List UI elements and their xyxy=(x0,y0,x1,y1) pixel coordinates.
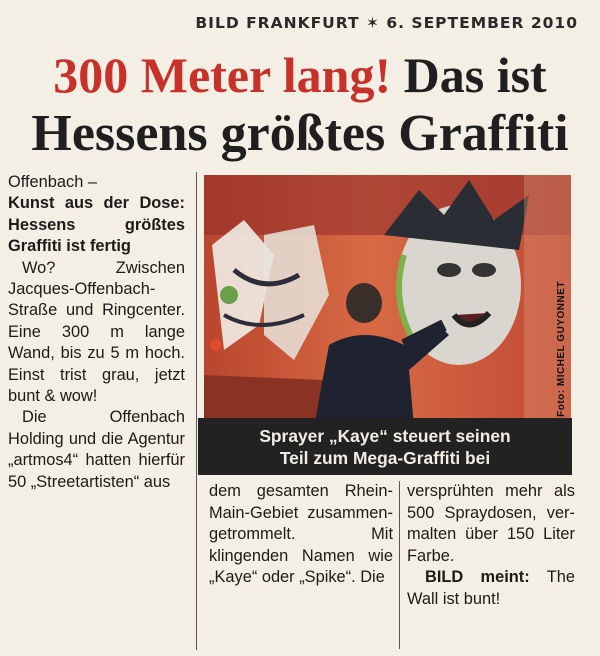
article-lead: Kunst aus der Dose: Hessens größtes Graffiti ist fertig xyxy=(8,194,185,256)
article-paragraph-2: Die Offenbach Holding und die Agentur „artmos4“ hatten hierfür 50 „Streetartisten“ aus xyxy=(8,408,185,491)
headline-line-1 xyxy=(0,47,600,103)
column-divider-2 xyxy=(399,481,400,649)
column-2-text: dem gesamten Rhein-Main-Gebiet zusammengetrommelt. Mit klingenden Namen wie „Kaye“ oder „Spike“. Die xyxy=(209,482,393,586)
article-paragraph-1: Wo? Zwischen Jacques-Offenbach-Straße und Ringcenter. Eine 300 m lange Wand, bis zu 5 m hoch. Einst trist grau, jetzt bunt & wow! xyxy=(8,258,185,406)
headline-dark-part: Das ist xyxy=(403,47,547,103)
dateline: BILD FRANKFURT ✶ 6. SEPTEMBER 2010 xyxy=(195,14,578,32)
bild-comment xyxy=(407,567,575,610)
photo-credit: Foto: MICHEL GUYONNET xyxy=(556,281,567,417)
bild-comment-label: BILD meint: xyxy=(425,568,530,586)
photo-caption xyxy=(198,418,572,475)
graffiti-photo xyxy=(204,175,571,427)
article-column-2 xyxy=(209,481,393,589)
article-column-3 xyxy=(407,481,575,610)
column-3-text: versprühten mehr als 500 Spraydosen, vermalten über 150 Liter Farbe. xyxy=(407,482,575,565)
column-divider-1 xyxy=(196,172,197,650)
caption-line-2: Teil zum Mega-Graffiti bei xyxy=(279,447,491,468)
headline-line-2: Hessens größtes Graffiti xyxy=(31,105,569,162)
article-location: Offenbach – xyxy=(8,173,98,191)
article-column-1 xyxy=(8,172,185,493)
headline-red-part: 300 Meter lang! xyxy=(53,47,392,103)
bild-comment-text: The Wall ist bunt! xyxy=(407,568,575,608)
caption-line-1: Sprayer „Kaye“ steuert seinen xyxy=(259,425,511,446)
